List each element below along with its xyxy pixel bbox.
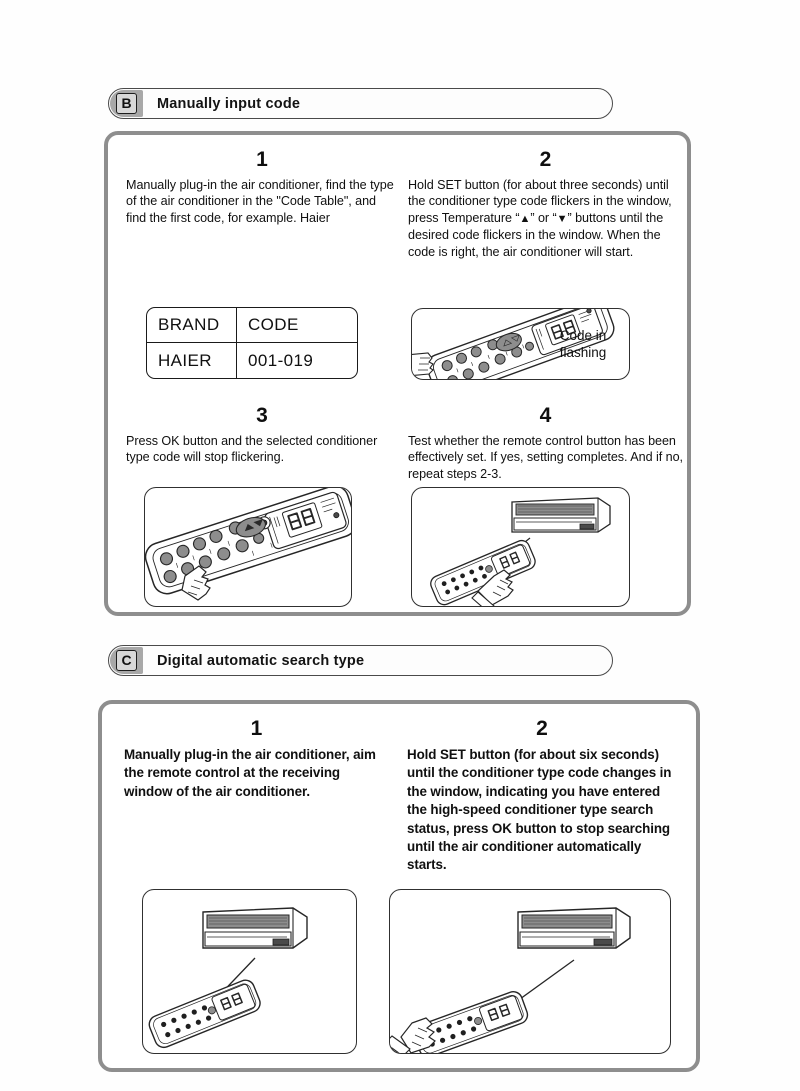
temperature-up-arrow-icon: ▲ xyxy=(519,212,531,225)
step-b-4-text: Test whether the remote control button has been effectively set. If yes, setting completes. And if no, repeat steps 2-3. xyxy=(408,434,683,481)
step-b-3-text: Press OK button and the selected conditioner type code will stop flickering. xyxy=(126,434,378,465)
step-c-2 xyxy=(407,718,677,875)
code-table-header-code: CODE xyxy=(248,315,299,334)
section-badge-letter-b: B xyxy=(116,93,137,114)
step-b-2-number: 2 xyxy=(539,148,552,171)
step-b-2 xyxy=(408,149,683,260)
illustration-remote-ok-press xyxy=(144,487,352,607)
section-title-c: Digital automatic search type xyxy=(157,652,365,669)
step-c-2-number: 2 xyxy=(536,717,548,740)
step-b-1-number: 1 xyxy=(256,148,268,171)
step-b-3 xyxy=(126,405,398,466)
step-c-2-text: Hold SET button (for about six seconds) until the conditioner type code changes in the window, indicating you have entered the high-speed conditioner type search status, press OK button to stop searching until the air conditioner automatically starts. xyxy=(407,747,672,873)
step-c-1-text: Manually plug-in the air conditioner, aim the remote control at the receiving window of the air conditioner. xyxy=(124,747,376,799)
remote-ok-press-drawing xyxy=(145,488,352,607)
code-table-header-brand: BRAND xyxy=(147,308,237,342)
ac-remote-aim-hand-drawing xyxy=(390,890,671,1054)
section-badge-c xyxy=(110,647,143,674)
split-ac-unit-icon xyxy=(512,498,610,532)
split-ac-unit-icon xyxy=(203,908,307,948)
step-b-1-text: Manually plug-in the air conditioner, find the type of the air conditioner in the "Code Table", and find the first code, for example. Haier xyxy=(126,178,394,225)
step-b-2-text xyxy=(408,177,683,260)
split-ac-unit-icon xyxy=(518,908,630,948)
step-c-1 xyxy=(124,718,389,801)
section-header-c xyxy=(108,645,613,676)
callout-line-1: Code in xyxy=(559,328,607,343)
illustration-ac-remote-aim-hand xyxy=(389,889,671,1054)
step-c-1-number: 1 xyxy=(250,717,263,740)
illustration-ac-with-remote xyxy=(411,487,630,607)
pointing-hand-icon xyxy=(412,353,433,376)
callout-line-2: flashing xyxy=(559,345,607,360)
section-title-b: Manually input code xyxy=(157,95,301,112)
ac-with-remote-drawing xyxy=(412,488,630,607)
section-badge-b xyxy=(110,90,143,117)
code-table-cell-code: 001-019 xyxy=(248,350,314,370)
remote-icon xyxy=(147,978,263,1051)
step-b-4-number: 4 xyxy=(539,404,552,427)
section-panel-c xyxy=(98,700,700,1072)
step-b-1 xyxy=(126,149,398,226)
code-table-cell-brand: HAIER xyxy=(147,343,237,378)
section-panel-b xyxy=(104,131,691,616)
illustration-ac-remote-aim xyxy=(142,889,357,1054)
code-table-row xyxy=(147,343,357,378)
callout-code-flashing xyxy=(538,327,628,361)
step-b-2-text-before: Hold SET button (for about three seconds) until the conditioner type code flickers in the window, press Temperature “ xyxy=(408,178,672,225)
step-b-3-number: 3 xyxy=(256,404,268,427)
step-b-2-text-after: ” buttons until the desired code flickers in the window. When the code is right, the air conditioner will start. xyxy=(408,210,664,259)
section-badge-letter-c: C xyxy=(116,650,137,671)
step-b-4 xyxy=(408,405,683,482)
code-table xyxy=(146,307,358,379)
section-header-b xyxy=(108,88,613,119)
code-table-header-row xyxy=(147,308,357,343)
ac-remote-aim-drawing xyxy=(143,890,357,1054)
temperature-down-arrow-icon: ▼ xyxy=(556,212,568,225)
step-b-2-text-middle: ” or “ xyxy=(530,210,557,225)
